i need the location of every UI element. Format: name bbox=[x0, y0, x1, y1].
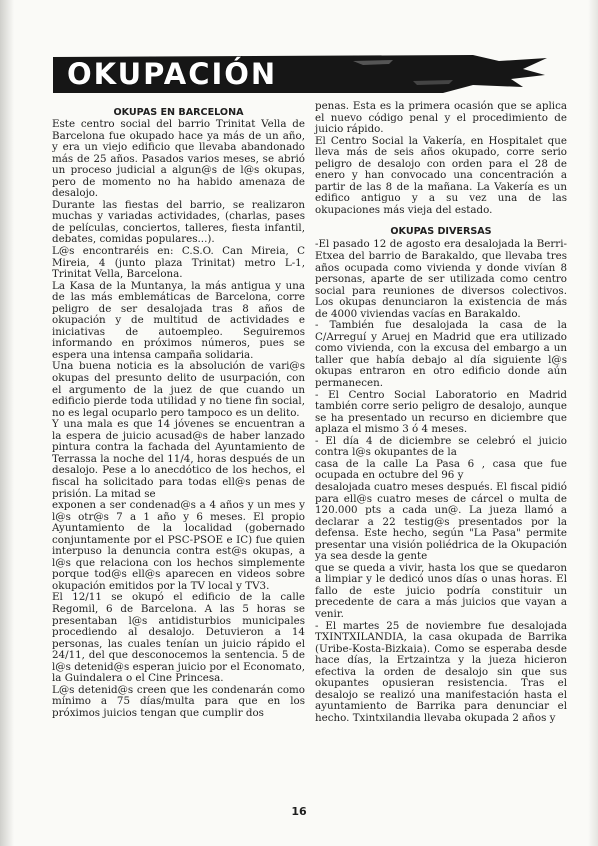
paragraph: - El martes 25 de noviembre fue desalojada TXINTXILANDIA, la casa okupada de Barrika (Uribe-Kosta-Bizkaia). Como se esperaba desde hace días, la Ertzaintza y la jueza hicieron efectiva la orden de desalojo sin que sus okupantes opusieran resistencia. Tras el desalojo se realizó una manifestación hasta el ayuntamiento de Barrika para denunciar el hecho. Txintxilandia llevaba okupada 2 años y bbox=[315, 619, 567, 724]
paragraph: El 12/11 se okupó el edificio de la calle Regomil, 6 de Barcelona. A las 5 horas se presentaban l@s antidisturbios municipales procediendo al desalojo. Detuvieron a 14 personas, las cuales tenían un juicio rápido el 24/11, del que desconocemos la sentencia. 5 de l@s detenid@s esperan juicio por el Economato, la Guindalera o el Cine Princesa. bbox=[52, 591, 305, 685]
paragraph: desalojada cuatro meses después. El fiscal pidió para ell@s cuatro meses de cárcel o multa de 120.000 pts a cada un@. La jueza llamó a declarar a 22 testig@s presentados por la defensa. Este hecho, según "La Pasa" permite presentar una visión poliédrica de la Okupación ya sea desde la gente bbox=[315, 480, 567, 563]
paragraph: penas. Esta es la primera ocasión que se aplica el nuevo código penal y el procedimiento de juicio rápido. bbox=[315, 100, 567, 136]
right-column bbox=[315, 101, 567, 724]
heading-okupas-barcelona: OKUPAS EN BARCELONA bbox=[113, 107, 244, 118]
paragraph: L@s encontraréis en: C.S.O. Can Mireia, C Mireia, 4 (junto plaza Trinitat) metro L-1, Trinitat Vella, Barcelona. bbox=[52, 245, 305, 281]
paragraph: Este centro social del barrio Trinitat Vella de Barcelona fue okupado hace ya más de un año, y era un viejo edificio que llevaba abandonado más de 25 años. Pasados varios meses, se abrió un proceso judicial a algun@s de l@s okupas, pero de momento no ha habido amenaza de desalojo. bbox=[52, 118, 305, 200]
paragraph: - También fue desalojada la casa de la C/Arreguí y Aruej en Madrid que era utilizado como vivienda, con la excusa del embargo a un taller que había debajo al día siguiente l@s okupas entraron en otro edificio donde aún permanecen. bbox=[315, 319, 567, 390]
paragraph: Y una mala es que 14 jóvenes se encuentran a la espera de juicio acusad@s de haber lanzado pintura contra la fachada del Ayuntamiento de Terrassa la noche del 11/4, horas después de un desalojo. Pese a lo anecdótico de los hechos, el fiscal ha solicitado para todas ell@s penas de prisión. La mitad se bbox=[52, 418, 305, 500]
heading-okupas-diversas: OKUPAS DIVERSAS bbox=[390, 226, 492, 238]
page-gutter-shadow bbox=[0, 0, 14, 846]
paragraph: exponen a ser condenad@s a 4 años y un mes y l@s otr@s 7 a 1 año y 6 meses. El propio Ayuntamiento de la localidad (gobernado conjuntamente por el PSC-PSOE e IC) fue quien interpuso la denuncia contra est@s okupas, a l@s que relaciona con los hechos simplemente porque tod@s ell@s aparecen en videos sobre okupación emitidos por la TV local y TV3. bbox=[52, 499, 305, 592]
left-column bbox=[52, 107, 305, 719]
paragraph: - El Centro Social Laboratorio en Madrid también corre serio peligro de desalojo, aunque se ha presentado un recurso en diciembre que aplaza el mismo 3 ó 4 meses. bbox=[315, 388, 567, 436]
page-number: 16 bbox=[291, 805, 307, 818]
paragraph: Una buena noticia es la absolución de vari@s okupas del presunto delito de usurpación, con el argumento de la juez de que cuando un edificio pierde toda utilidad y no tiene fin social, no es legal ocuparlo pero tampoco es un delito. bbox=[52, 360, 305, 419]
paragraph: que se queda a vivir, hasta los que se quedaron a limpiar y le dedicó unos días o unas horas. El fallo de este juicio podría constituir un precedente de cara a más juicios que vayan a venir. bbox=[315, 561, 567, 620]
page-edge-shadow bbox=[588, 0, 598, 846]
paragraph: -El pasado 12 de agosto era desalojada la Berri-Etxea del barrio de Barakaldo, que llevaba tres años ocupada como vivienda y donde vivían 8 personas, aparte de ser utilizada como centro social para reuniones de diversos colectivos. Los okupas denunciaron la existencia de más de 4000 viviendas vacías en Barakaldo. bbox=[315, 238, 567, 320]
paragraph: L@s detenid@s creen que les condenarán como mínimo a 75 días/multa para que en los próximos juicios tengan que cumplir dos bbox=[52, 683, 305, 719]
paragraph: El Centro Social la Vakería, en Hospitalet que lleva más de seis años okupado, corre serio peligro de desalojo con orden para el 28 de enero y han convocado una concentración a partir de las 8 de la mañana. La Vakería es un edifico antiguo y a su vez una de las okupaciones más vieja del estado. bbox=[315, 134, 567, 216]
section-banner bbox=[53, 55, 547, 93]
paragraph: La Kasa de la Muntanya, la más antigua y una de las más emblemáticas de Barcelona, corre peligro de ser desalojada tras 8 años de okupación y de multitud de actividades e iniciativas de autoempleo. Seguiremos informando en próximos números, pues se espera una intensa campaña solidaria. bbox=[52, 279, 305, 361]
paragraph: Durante las fiestas del barrio, se realizaron muchas y variadas actividades, (charlas, pases de películas, conciertos, talleres, fiesta infantil, debates, comidas populares...). bbox=[52, 198, 305, 246]
paragraph: - El día 4 de diciembre se celebró el juicio contra l@s okupantes de la bbox=[315, 434, 567, 459]
paragraph: casa de la calle La Pasa 6 , casa que fue ocupada en octubre del 96 y bbox=[315, 457, 567, 482]
section-title: OKUPACIÓN bbox=[67, 57, 278, 91]
